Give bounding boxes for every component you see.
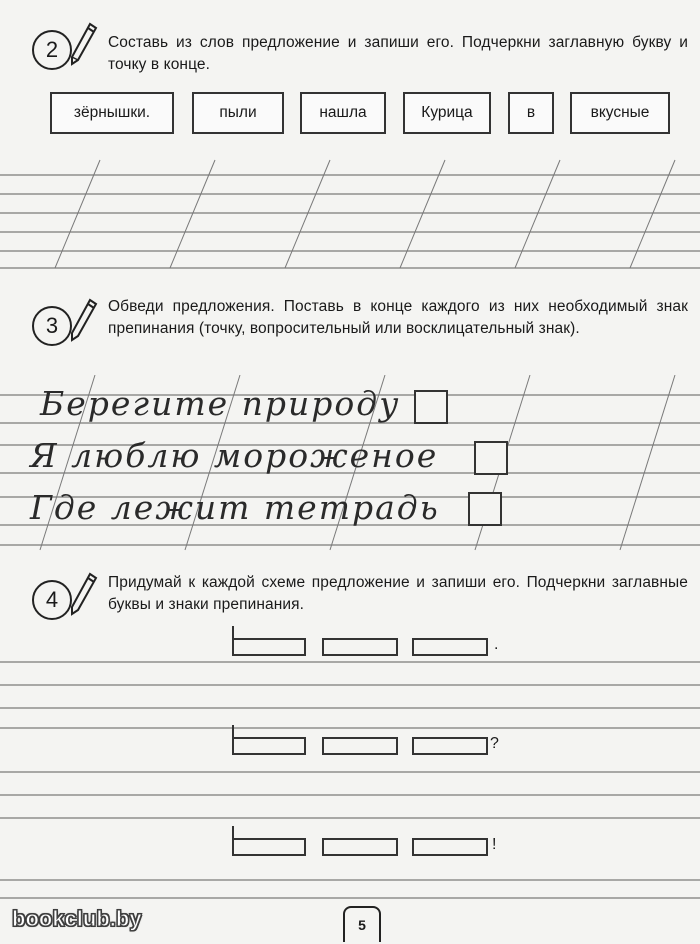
word-slot — [322, 838, 398, 856]
punctuation-mark: ! — [492, 836, 497, 853]
task-2-number-label: 2 — [45, 37, 59, 62]
word-slot — [412, 838, 488, 856]
answer-box[interactable] — [474, 441, 508, 475]
sentence-scheme — [232, 737, 512, 759]
writing-lines — [0, 150, 700, 270]
pencil-icon — [60, 570, 100, 620]
task-3-instruction: Обведи предложения. Поставь в конце каждого из них необходимый знак препинания (точку, вопросительный или восклицательный знак). — [108, 298, 688, 337]
word-card: зёрнышки. — [50, 92, 174, 134]
word-card: в — [508, 92, 554, 134]
word-slot — [232, 638, 306, 656]
task-4-instruction: Придумай к каждой схеме предложение и запиши его. Подчеркни заглавные буквы и знаки препинания. — [108, 574, 688, 613]
word-slot — [232, 737, 306, 755]
word-slot — [322, 638, 398, 656]
cursive-sentence: Где лежит тетрадь — [30, 488, 440, 527]
cursive-sentence: Я люблю мороженое — [30, 436, 439, 475]
pencil-icon — [60, 20, 100, 70]
word-slot — [322, 737, 398, 755]
sentence-scheme — [232, 838, 512, 860]
cursive-sentence: Берегите природу — [40, 384, 401, 423]
page-number — [343, 906, 381, 942]
word-card: Курица — [403, 92, 491, 134]
watermark: bookclub.by — [12, 906, 142, 931]
sentence-scheme — [232, 638, 512, 660]
page-number-label: 5 — [358, 917, 366, 933]
punctuation-mark: ? — [490, 735, 499, 752]
answer-box[interactable] — [468, 492, 502, 526]
answer-box[interactable] — [414, 390, 448, 424]
word-card: пыли — [192, 92, 284, 134]
punctuation-mark: . — [494, 636, 499, 653]
pencil-icon — [60, 296, 100, 346]
task-4-number-label: 4 — [45, 587, 59, 612]
word-card: нашла — [300, 92, 386, 134]
word-slot — [412, 737, 488, 755]
word-card: вкусные — [570, 92, 670, 134]
word-slot — [412, 638, 488, 656]
task-2-instruction: Составь из слов предложение и запиши его. Подчеркни заглавную букву и точку в конце. — [108, 34, 688, 73]
task-3-number-label: 3 — [45, 313, 59, 338]
writing-lines — [0, 650, 700, 900]
word-slot — [232, 838, 306, 856]
